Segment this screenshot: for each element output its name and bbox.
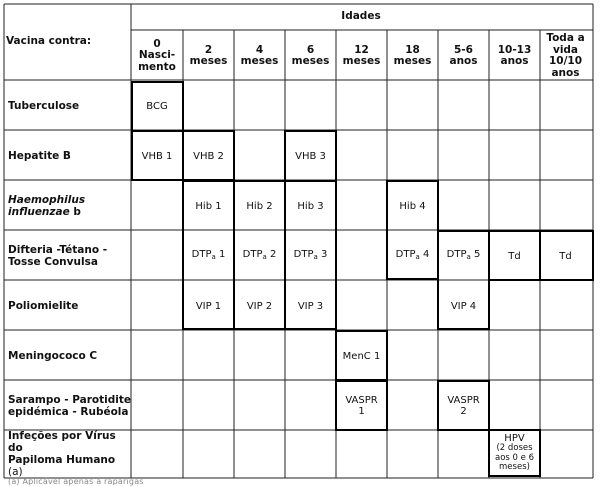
cell-menc1: MenC 1 [342, 350, 381, 362]
cell-hib1: Hib 1 [195, 200, 222, 212]
cell-vaspr2: VASPR 2 [447, 395, 480, 417]
age-header-5-6y: 5-6 anos [449, 43, 478, 67]
cell-dtpa3 [285, 232, 336, 280]
cell-dtpa5 [438, 232, 489, 280]
row-label-hpv [6, 430, 132, 478]
first-column-header: Vacina contra: [6, 35, 92, 48]
cell-vhb3: VHB 3 [295, 150, 326, 162]
age-header-10-13y: 10-13 anos [497, 43, 532, 67]
ages-group-header: Idades [341, 10, 381, 23]
cell-td-10-13: Td [508, 250, 521, 262]
cell-bcg: BCG [146, 100, 168, 112]
dtpa3-dose: 3 [317, 249, 328, 260]
cell-td-lifetime: Td [559, 250, 572, 262]
cell-vaspr1: VASPR 1 [345, 395, 378, 417]
age-header-2m: 2 meses [189, 43, 228, 67]
dtpa1-subscript: a [211, 253, 216, 261]
dtpa4-subscript: a [415, 253, 420, 261]
cell-vhb1: VHB 1 [141, 150, 173, 162]
hpv-dose-note: (2 doses aos 0 e 6 meses) [495, 443, 534, 473]
cell-vip1: VIP 1 [195, 300, 222, 312]
row-label-poliomielite: Poliomielite [8, 300, 79, 312]
dtpa5-dose: 5 [470, 249, 481, 260]
dtpa1-dose: 1 [215, 249, 226, 260]
age-header-12m: 12 meses [342, 43, 381, 67]
dtpa4-base: DTP [395, 249, 416, 260]
haemophilus-suffix: b [69, 206, 81, 218]
cell-hib3: Hib 3 [297, 200, 324, 212]
hpv-name: HPV [504, 433, 525, 445]
cell-vip3: VIP 3 [297, 300, 324, 312]
age-header-lifetime: Toda a vida 10/10 anos [546, 32, 585, 79]
hpv-label-text: Infeções por Vírus do Papiloma Humano [8, 430, 116, 466]
dtpa2-base: DTP [242, 249, 263, 260]
dtpa5-base: DTP [446, 249, 467, 260]
cell-dtpa4 [387, 232, 438, 280]
dtpa2-dose: 2 [266, 249, 277, 260]
row-label-difteria: Difteria -Tétano - Tosse Convulsa [8, 244, 108, 268]
row-label-tuberculose: Tuberculose [8, 100, 80, 112]
cell-vip2: VIP 2 [246, 300, 273, 312]
dtpa1-base: DTP [191, 249, 212, 260]
footnote: (a) Aplicável apenas a raparigas [8, 477, 144, 486]
row-label-meningococo: Meningococo C [8, 350, 98, 362]
cell-dtpa1 [183, 232, 234, 280]
cell-dtpa2 [234, 232, 285, 280]
dtpa5-subscript: a [466, 253, 471, 261]
age-header-4m: 4 meses [240, 43, 279, 67]
cell-hib2: Hib 2 [246, 200, 273, 212]
dtpa2-subscript: a [262, 253, 267, 261]
age-header-birth: 0 Nasci- mento [138, 37, 176, 73]
cell-hpv [489, 430, 540, 476]
age-header-18m: 18 meses [393, 43, 432, 67]
dtpa4-dose: 4 [419, 249, 430, 260]
row-label-sarampo: Sarampo - Parotidite epidémica - Rubéola [8, 394, 132, 418]
cell-vip4: VIP 4 [450, 300, 477, 312]
row-label-haemophilus [6, 182, 132, 230]
haemophilus-italic-name: Haemophilus influenzae [8, 194, 86, 218]
hpv-label-footnote-ref: (a) [8, 466, 23, 478]
dtpa3-subscript: a [313, 253, 318, 261]
row-label-hepatite-b: Hepatite B [8, 150, 71, 162]
age-header-6m: 6 meses [291, 43, 330, 67]
dtpa3-base: DTP [293, 249, 314, 260]
cell-hib4: Hib 4 [399, 200, 426, 212]
cell-vhb2: VHB 2 [193, 150, 224, 162]
